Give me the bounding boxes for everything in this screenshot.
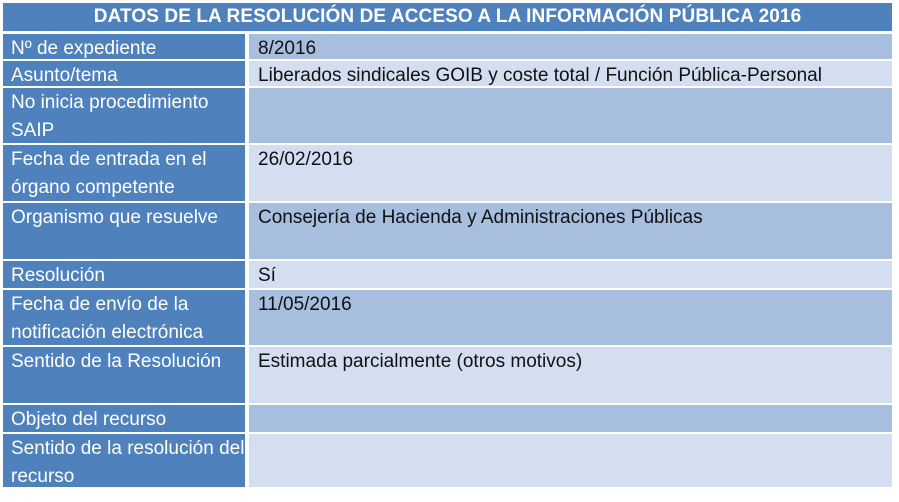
row-label-sentido: Sentido de la Resolución [3,347,245,403]
table-row [3,88,892,143]
row-label-resolucion: Resolución [3,261,245,288]
table-row [3,261,892,288]
row-label-expediente: Nº de expediente [3,34,245,59]
row-value-resolucion: Sí [249,261,892,288]
row-label-fecha-entrada: Fecha de entrada en el órgano competente [3,145,245,201]
table-row [3,145,892,201]
row-value-no-inicia [249,88,892,143]
table-title: DATOS DE LA RESOLUCIÓN DE ACCESO A LA INFORMACIÓN PÚBLICA 2016 [3,3,892,31]
table-body [3,34,892,489]
row-value-expediente: 8/2016 [249,34,892,59]
row-label-no-inicia: No inicia procedimiento SAIP [3,88,245,143]
table-row [3,61,892,86]
row-value-fecha-entrada: 26/02/2016 [249,145,892,201]
row-value-fecha-envio: 11/05/2016 [249,290,892,345]
row-value-sentido-recurso [249,434,892,487]
row-value-asunto: Liberados sindicales GOIB y coste total / Función Pública-Personal [249,61,892,86]
table-row [3,203,892,259]
row-value-organismo: Consejería de Hacienda y Administraciones Públicas [249,203,892,259]
table-row [3,434,892,487]
row-label-asunto: Asunto/tema [3,61,245,86]
table-row [3,290,892,345]
table-row [3,347,892,403]
row-value-objeto-recurso [249,405,892,432]
row-label-objeto-recurso: Objeto del recurso [3,405,245,432]
row-label-organismo: Organismo que resuelve [3,203,245,259]
table-row [3,405,892,432]
table-row [3,34,892,59]
row-label-sentido-recurso: Sentido de la resolución del recurso [3,434,245,487]
row-label-fecha-envio: Fecha de envío de la notificación electrónica [3,290,245,345]
row-value-sentido: Estimada parcialmente (otros motivos) [249,347,892,403]
